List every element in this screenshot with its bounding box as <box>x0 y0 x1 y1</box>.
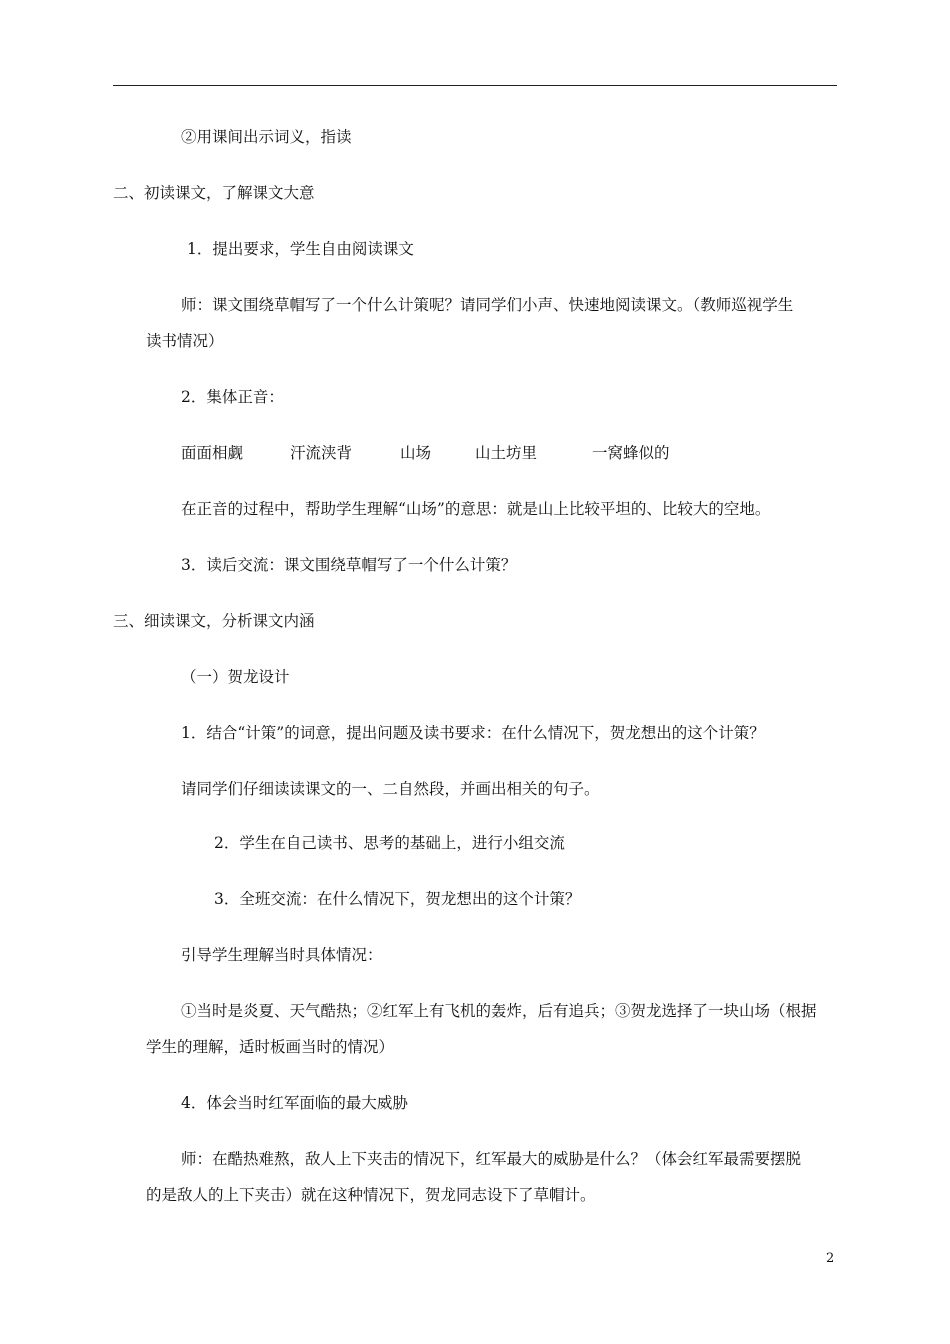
paragraph: 2．集体正音： <box>181 388 284 406</box>
paragraph: 在正音的过程中，帮助学生理解“山场”的意思：就是山上比较平坦的、比较大的空地。 <box>181 500 771 518</box>
paragraph: 引导学生理解当时具体情况： <box>181 946 383 964</box>
word-item: 汗流浃背 <box>290 444 353 462</box>
paragraph: 3．全班交流：在什么情况下，贺龙想出的这个计策？ <box>214 890 581 908</box>
paragraph: 1．结合“计策”的词意，提出问题及读书要求：在什么情况下，贺龙想出的这个计策？ <box>181 724 765 742</box>
paragraph: ②用课间出示词义，指读 <box>181 128 352 146</box>
section-heading: 三、细读课文，分析课文内涵 <box>113 612 315 630</box>
paragraph: ①当时是炎夏、天气酷热；②红军上有飞机的轰炸，后有追兵；③贺龙选择了一块山场（根据 <box>181 1002 817 1020</box>
paragraph: 2．学生在自己读书、思考的基础上，进行小组交流 <box>214 834 565 852</box>
subsection-heading: （一）贺龙设计 <box>181 668 290 686</box>
paragraph: 师：在酷热难熬，敌人上下夹击的情况下，红军最大的威胁是什么？（体会红军最需要摆脱 <box>181 1150 802 1168</box>
paragraph: 1．提出要求，学生自由阅读课文 <box>187 240 414 258</box>
paragraph: 读书情况） <box>146 332 224 350</box>
word-item: 面面相觑 <box>181 444 244 462</box>
header-rule <box>113 85 837 86</box>
page-number: 2 <box>826 1251 835 1266</box>
word-item: 山土坊里 <box>475 444 538 462</box>
paragraph: 学生的理解，适时板画当时的情况） <box>146 1038 395 1056</box>
paragraph: 3．读后交流：课文围绕草帽写了一个什么计策？ <box>181 556 517 574</box>
paragraph: 师：课文围绕草帽写了一个什么计策呢？请同学们小声、快速地阅读课文。（教师巡视学生 <box>181 296 794 314</box>
word-item: 山场 <box>400 444 432 462</box>
section-heading: 二、初读课文，了解课文大意 <box>113 184 315 202</box>
paragraph: 4．体会当时红军面临的最大威胁 <box>181 1094 408 1112</box>
word-item: 一窝蜂似的 <box>592 444 670 462</box>
paragraph: 的是敌人的上下夹击）就在这种情况下，贺龙同志设下了草帽计。 <box>146 1186 596 1204</box>
paragraph: 请同学们仔细读读课文的一、二自然段，并画出相关的句子。 <box>181 780 600 798</box>
